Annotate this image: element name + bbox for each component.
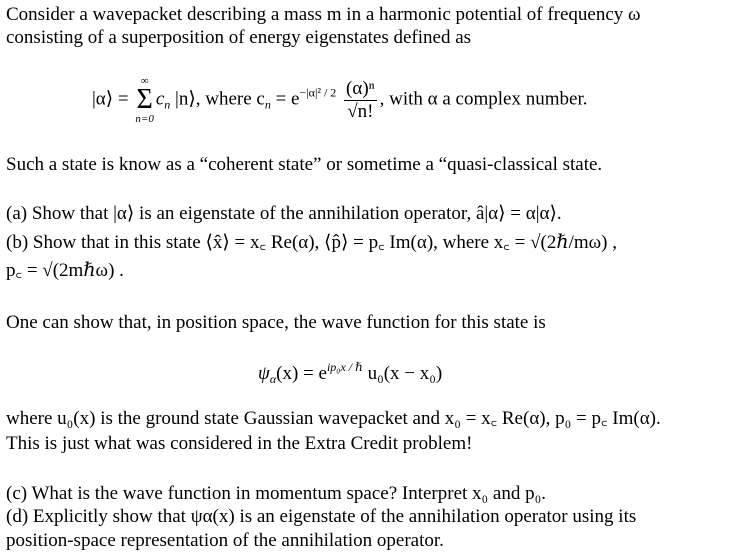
fraction	[344, 78, 377, 123]
sum-upper-limit: ∞	[140, 75, 149, 87]
part-c: (c) What is the wave function in momentum space? Interpret x₀ and p₀.	[6, 483, 546, 504]
coherent-state-text: Such a state is know as a “coherent state” or sometime a “quasi-classical state.	[6, 154, 603, 175]
sum-lower-limit: n=0	[135, 113, 154, 125]
eq2-tail: u₀(x − x₀)	[362, 363, 443, 384]
where-c: where c	[200, 88, 265, 110]
exponent: −|α|² / 2	[299, 85, 337, 100]
psi-subscript: α	[269, 372, 277, 386]
part-b-continued: p꜀ = √(2mℏω) .	[6, 260, 124, 281]
intro-line-2: consisting of a superposition of energy eigenstates defined as	[6, 27, 472, 48]
summand: c	[155, 88, 165, 110]
intro-line-1: Consider a wavepacket describing a mass m in a harmonic potential of frequency ω	[6, 4, 641, 25]
summand-subscript: n	[164, 97, 171, 112]
equals-e: = e	[270, 88, 300, 110]
summation-symbol: ∞ Σ n=0	[135, 75, 154, 125]
ket-n: |n⟩,	[170, 88, 201, 110]
part-b: (b) Show that in this state ⟨x̂⟩ = x꜀ Re(α), ⟨p̂⟩ = p꜀ Im(α), where x꜀ = √(2ℏ/mω) ,	[6, 232, 617, 253]
part-d-continued: position-space representation of the annihilation operator.	[6, 530, 444, 551]
psi-symbol: ψ	[258, 363, 270, 384]
part-a: (a) Show that |α⟩ is an eigenstate of the annihilation operator, â|α⟩ = α|α⟩.	[6, 203, 562, 224]
part-d: (d) Explicitly show that ψα(x) is an eigenstate of the annihilation operator using its	[6, 506, 637, 527]
fraction-denominator: √n!	[347, 100, 374, 122]
coherent-state-equation	[92, 76, 587, 124]
c-subscript: n	[264, 97, 271, 112]
position-space-text: One can show that, in position space, the wave function for this state is	[6, 312, 546, 333]
eq2-middle: (x) = e	[276, 363, 327, 384]
where-line-1: where u₀(x) is the ground state Gaussian wavepacket and x₀ = x꜀ Re(α), p₀ = p꜀ Im(α).	[6, 408, 661, 429]
eq1-tail: , with α a complex number.	[379, 88, 588, 110]
eq2-exponent: ip₀x / ℏ	[326, 360, 363, 374]
wavefunction-equation	[258, 360, 442, 387]
eq1-lhs: |α⟩ =	[92, 88, 134, 110]
fraction-numerator: (α)ⁿ	[346, 77, 375, 99]
where-line-2: This is just what was considered in the Extra Credit problem!	[6, 433, 473, 454]
